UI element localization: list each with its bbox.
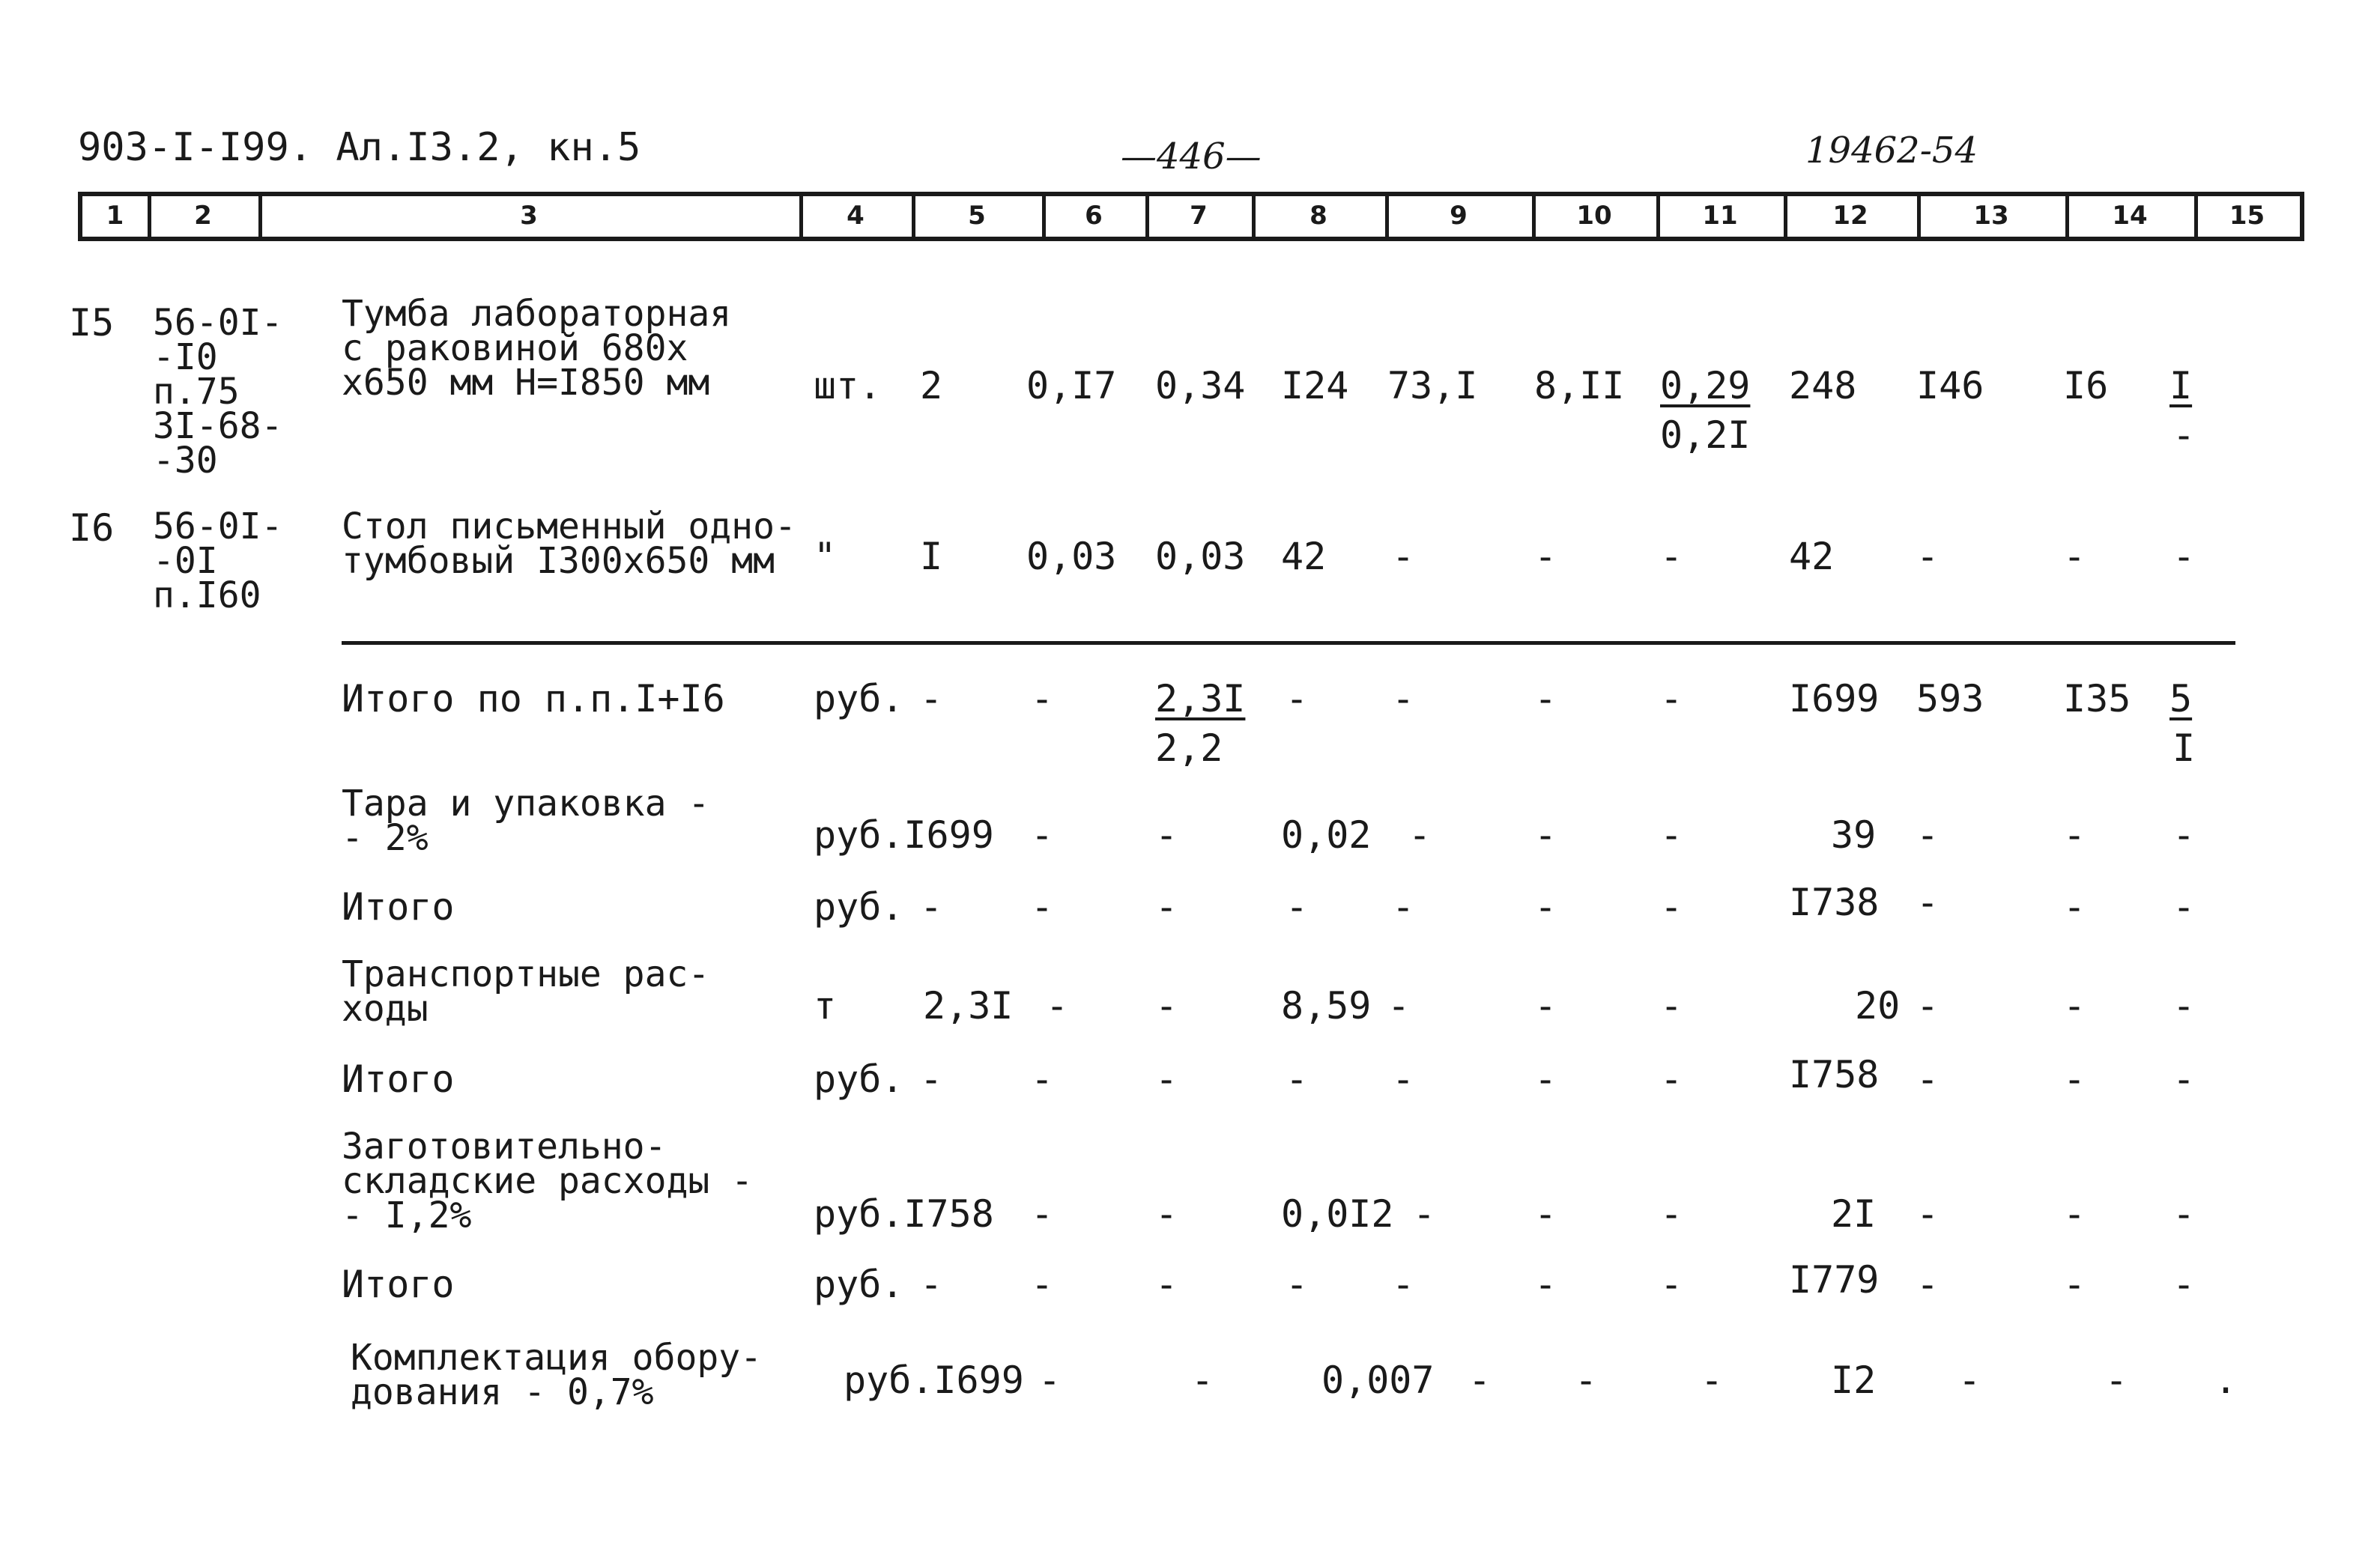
cell-col9: - xyxy=(1413,1192,1436,1236)
cell-col10: - xyxy=(1534,535,1557,578)
cell-col8: 8,59 xyxy=(1281,984,1372,1028)
column-number: 13 xyxy=(1973,201,2009,231)
cell-col7: - xyxy=(1155,813,1178,857)
cell-col4: руб.I758 xyxy=(814,1192,994,1236)
cell-col14: - xyxy=(2063,1192,2086,1236)
row-label: Тара и упаковка - - 2% xyxy=(342,783,710,859)
cell-col10: - xyxy=(1534,813,1557,857)
cell-col9: - xyxy=(1392,1263,1415,1306)
cell-col13: - xyxy=(1916,984,1940,1028)
cell-col8: I24 xyxy=(1281,364,1349,407)
cell-col7: - xyxy=(1191,1359,1214,1402)
item-number: I6 xyxy=(69,506,115,550)
column-number: 2 xyxy=(194,201,212,231)
cell-col8: - xyxy=(1286,677,1309,720)
cell-col14: I35 xyxy=(2063,677,2131,720)
cell-col12: I779 xyxy=(1789,1258,1880,1302)
cell-col14: - xyxy=(2063,535,2086,578)
cell-col12: 248 xyxy=(1789,364,1857,407)
cell-col12: 42 xyxy=(1789,535,1835,578)
cell-col7: - xyxy=(1155,1263,1178,1306)
cell-col13: - xyxy=(1916,1192,1940,1236)
cell-col6: - xyxy=(1046,984,1069,1028)
cell-col13: 593 xyxy=(1916,677,1984,720)
cell-col13: I46 xyxy=(1916,364,1984,407)
cell-col9: - xyxy=(1392,885,1415,929)
cell-col11: - xyxy=(1660,535,1683,578)
cell-col12: 39 xyxy=(1831,813,1877,857)
cell-col11: - xyxy=(1660,984,1683,1028)
cell-col14: - xyxy=(2063,1263,2086,1306)
cell-col4: руб. xyxy=(814,1057,904,1101)
row-label: Итого xyxy=(342,1057,455,1101)
cell-col14: - xyxy=(2063,813,2086,857)
cell-col13: - xyxy=(1916,1057,1940,1101)
cell-col10: - xyxy=(1534,1192,1557,1236)
item-code: 56-0I- -I0 п.75 3I-68- -30 xyxy=(153,302,283,482)
cell-col9: - xyxy=(1468,1359,1492,1402)
column-number: 1 xyxy=(106,201,124,231)
cell-col7-numerator: 2,3I xyxy=(1155,677,1246,720)
cell-col12: 20 xyxy=(1855,984,1901,1028)
cell-col8: 0,0I2 xyxy=(1281,1192,1394,1236)
cell-col15: - xyxy=(2172,885,2196,929)
column-number: 3 xyxy=(520,201,538,231)
cell-col9: 73,I xyxy=(1387,364,1478,407)
cell-col15: - xyxy=(2172,1057,2196,1101)
cell-col10: 8,II xyxy=(1534,364,1625,407)
cell-col5: - xyxy=(920,885,943,929)
cell-col4: руб.I699 xyxy=(844,1359,1024,1402)
cell-col6: - xyxy=(1031,677,1054,720)
cell-col15: - xyxy=(2172,1192,2196,1236)
column-number: 11 xyxy=(1702,201,1738,231)
row-label: Комплектация обору- дования - 0,7% xyxy=(351,1337,763,1413)
cell-col5: - xyxy=(920,677,943,720)
cell-col12: I758 xyxy=(1789,1053,1880,1096)
cell-col11-denominator: 0,2I xyxy=(1660,413,1751,457)
cell-col7: 0,03 xyxy=(1155,535,1246,578)
column-number: 7 xyxy=(1190,201,1208,231)
cell-col10: - xyxy=(1534,984,1557,1028)
cell-col11: - xyxy=(1660,1192,1683,1236)
cell-col5: - xyxy=(920,1263,943,1306)
cell-col12: 2I xyxy=(1831,1192,1877,1236)
cell-col11: - xyxy=(1660,813,1683,857)
cell-col15: . xyxy=(2214,1359,2238,1402)
item-code: 56-0I- -0I п.I60 xyxy=(153,506,283,616)
cell-col4: руб. xyxy=(814,677,904,720)
row-label: Итого xyxy=(342,1263,455,1306)
cell-col13: - xyxy=(1916,535,1940,578)
cell-col13: - xyxy=(1916,881,1940,924)
column-number: 5 xyxy=(968,201,986,231)
cell-col15-numerator: I xyxy=(2169,364,2193,407)
cell-col5: I xyxy=(920,535,943,578)
document-reference: 903-I-I99. Ал.I3.2, кн.5 xyxy=(78,125,641,170)
cell-col11: - xyxy=(1660,677,1683,720)
column-number: 15 xyxy=(2229,201,2265,231)
cell-col6: - xyxy=(1031,1057,1054,1101)
cell-col9: - xyxy=(1408,813,1432,857)
cell-col6: - xyxy=(1031,885,1054,929)
cell-col11: - xyxy=(1660,1057,1683,1101)
column-number: 12 xyxy=(1832,201,1868,231)
cell-col13: - xyxy=(1916,813,1940,857)
cell-col10: - xyxy=(1534,1057,1557,1101)
column-number: 8 xyxy=(1309,201,1327,231)
cell-col15-denominator: - xyxy=(2172,413,2196,457)
cell-col11: - xyxy=(1701,1359,1724,1402)
cell-col15-numerator: 5 xyxy=(2169,677,2193,720)
column-number-row xyxy=(78,192,2304,241)
cell-col10: - xyxy=(1575,1359,1598,1402)
cell-col8: 0,02 xyxy=(1281,813,1372,857)
cell-col7: - xyxy=(1155,1057,1178,1101)
cell-col5: - xyxy=(920,1057,943,1101)
cell-col7: - xyxy=(1155,984,1178,1028)
cell-col12: I699 xyxy=(1789,677,1880,720)
item-name: Стол письменный одно- тумбовый I300х650 мм xyxy=(342,506,796,582)
row-label: Итого xyxy=(342,885,455,929)
cell-col9: - xyxy=(1387,984,1411,1028)
section-divider xyxy=(342,641,2235,645)
column-number: 4 xyxy=(847,201,865,231)
cell-col11-numerator: 0,29 xyxy=(1660,364,1751,407)
row-label: Заготовительно- складские расходы - - I,2% xyxy=(342,1126,754,1236)
cell-col9: - xyxy=(1392,535,1415,578)
cell-col10: - xyxy=(1534,885,1557,929)
row-label: Итого по п.п.I+I6 xyxy=(342,677,725,720)
cell-col6: - xyxy=(1038,1359,1062,1402)
cell-col8: - xyxy=(1286,1263,1309,1306)
cell-col7: - xyxy=(1155,885,1178,929)
cell-col15-denominator: I xyxy=(2172,726,2196,770)
cell-col11: - xyxy=(1660,1263,1683,1306)
column-number: 14 xyxy=(2112,201,2148,231)
cell-col4: т xyxy=(814,984,837,1028)
cell-col4: руб. xyxy=(814,1263,904,1306)
cell-col8: 0,007 xyxy=(1321,1359,1435,1402)
cell-col7: 0,34 xyxy=(1155,364,1246,407)
cell-col14: I6 xyxy=(2063,364,2109,407)
cell-col15: - xyxy=(2172,813,2196,857)
cell-col15: - xyxy=(2172,535,2196,578)
item-unit: шт. xyxy=(814,364,882,407)
item-number: I5 xyxy=(69,301,115,344)
item-unit: " xyxy=(814,535,837,578)
column-number: 6 xyxy=(1085,201,1103,231)
cell-col15: - xyxy=(2172,1263,2196,1306)
cell-col8: 42 xyxy=(1281,535,1327,578)
cell-col14: - xyxy=(2063,885,2086,929)
cell-col12: I738 xyxy=(1789,881,1880,924)
cell-col11: - xyxy=(1660,885,1683,929)
cell-col4: руб. xyxy=(814,885,904,929)
cell-col6: 0,I7 xyxy=(1026,364,1117,407)
cell-col13: - xyxy=(1958,1359,1981,1402)
cell-col6: 0,03 xyxy=(1026,535,1117,578)
cell-col10: - xyxy=(1534,677,1557,720)
cell-col5: 2 xyxy=(920,364,943,407)
cell-col13: - xyxy=(1916,1263,1940,1306)
cell-col6: - xyxy=(1031,1192,1054,1236)
cell-col12: I2 xyxy=(1831,1359,1877,1402)
cell-col4: руб.I699 xyxy=(814,813,994,857)
column-number: 10 xyxy=(1576,201,1612,231)
column-number: 9 xyxy=(1450,201,1468,231)
cell-col14: - xyxy=(2063,1057,2086,1101)
cell-col14: - xyxy=(2105,1359,2128,1402)
cell-col14: - xyxy=(2063,984,2086,1028)
document-stamp-number: 19462-54 xyxy=(1805,130,1978,172)
cell-col9: - xyxy=(1392,1057,1415,1101)
page-number: —446— xyxy=(1121,136,1262,177)
row-label: Транспортные рас- ходы xyxy=(342,953,710,1030)
cell-col10: - xyxy=(1534,1263,1557,1306)
cell-col8: - xyxy=(1286,1057,1309,1101)
cell-col7-denominator: 2,2 xyxy=(1155,726,1223,770)
cell-col15: - xyxy=(2172,984,2196,1028)
cell-col7: - xyxy=(1155,1192,1178,1236)
cell-col6: - xyxy=(1031,813,1054,857)
cell-col9: - xyxy=(1392,677,1415,720)
cell-col6: - xyxy=(1031,1263,1054,1306)
cell-col5: 2,3I xyxy=(923,984,1014,1028)
cell-col8: - xyxy=(1286,885,1309,929)
item-name: Тумба лабораторная с раковиной 680х х650 мм Н=I850 мм xyxy=(342,293,732,404)
